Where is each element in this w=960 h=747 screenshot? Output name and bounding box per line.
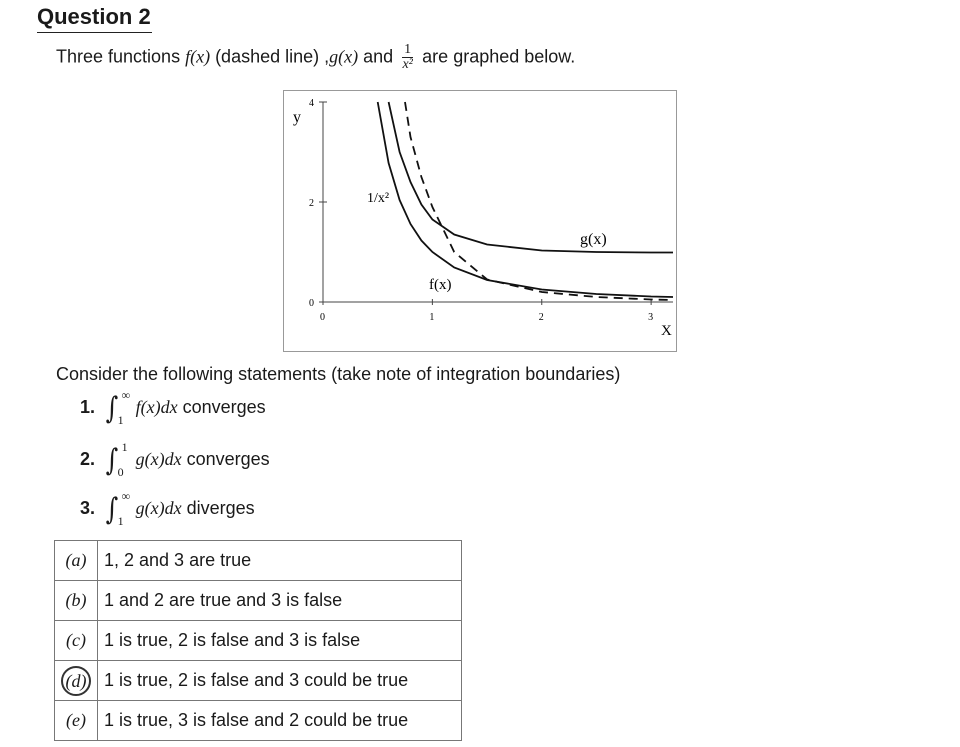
consider-text: Consider the following statements (take note of integration boundaries) xyxy=(56,364,621,384)
lower-limit: 1 xyxy=(117,413,124,427)
curve-gx xyxy=(389,102,673,253)
option-label: (b) xyxy=(55,581,98,621)
integrand: g(x)dx xyxy=(135,448,182,469)
option-row-b[interactable] xyxy=(55,581,462,621)
label-reciprocal: 1/x² xyxy=(367,191,390,206)
integral-icon: ∫ xyxy=(105,491,119,527)
y-tick-label: 4 xyxy=(309,98,314,109)
upper-limit: 1 xyxy=(121,440,128,454)
option-text: 1 is true, 3 is false and 2 could be true xyxy=(98,701,462,741)
statement-3 xyxy=(80,491,255,527)
fraction-denominator: x² xyxy=(402,57,413,72)
integral-limits xyxy=(117,440,136,479)
curve-fx xyxy=(405,102,673,300)
option-row-e[interactable] xyxy=(55,701,462,741)
statement-number: 3. xyxy=(80,497,96,518)
g-label: g(x) xyxy=(329,46,359,67)
x-axis-label: X xyxy=(661,323,672,339)
option-text: 1 is true, 2 is false and 3 is false xyxy=(98,621,462,661)
option-row-c[interactable] xyxy=(55,621,462,661)
statement-text: converges xyxy=(177,396,266,417)
statement-1 xyxy=(80,390,266,426)
x-tick-label: 0 xyxy=(320,312,325,323)
integral-limits xyxy=(117,489,136,528)
graph-frame xyxy=(284,91,677,352)
label-g: g(x) xyxy=(580,231,607,248)
lower-limit: 0 xyxy=(117,465,124,479)
answer-options-table xyxy=(54,540,462,741)
statement-number: 1. xyxy=(80,396,96,417)
x-tick-label: 3 xyxy=(648,312,654,323)
lower-limit: 1 xyxy=(117,514,124,528)
option-label: (a) xyxy=(55,541,98,581)
fraction-numerator: 1 xyxy=(404,42,412,57)
statement-text: converges xyxy=(181,448,270,469)
upper-limit: ∞ xyxy=(121,489,131,503)
upper-limit: ∞ xyxy=(121,388,131,402)
integrand: g(x)dx xyxy=(135,497,182,518)
intro-and: and xyxy=(358,46,399,67)
option-text: 1 is true, 2 is false and 3 could be true xyxy=(98,661,462,701)
y-tick-label: 0 xyxy=(309,298,314,309)
function-graph xyxy=(283,90,677,352)
integral-limits xyxy=(117,388,136,427)
integrand: f(x)dx xyxy=(135,396,178,417)
question-title: Question 2 xyxy=(37,4,151,29)
option-label-selected xyxy=(55,661,98,701)
x-tick-label: 2 xyxy=(538,312,544,323)
option-text: 1 and 2 are true and 3 is false xyxy=(98,581,462,621)
option-row-a[interactable] xyxy=(55,541,462,581)
statement-text: diverges xyxy=(181,497,255,518)
intro-after: are graphed below. xyxy=(417,46,576,67)
f-label: f(x) xyxy=(185,46,211,67)
statement-2 xyxy=(80,442,270,478)
x-tick-label: 1 xyxy=(429,312,435,323)
integral-icon: ∫ xyxy=(105,390,119,426)
reciprocal-fraction xyxy=(402,43,413,72)
option-label: (e) xyxy=(55,701,98,741)
integral-icon: ∫ xyxy=(105,442,119,478)
y-axis-label: y xyxy=(293,109,301,126)
intro-before: Three functions xyxy=(56,46,186,67)
option-row-d[interactable] xyxy=(55,661,462,701)
statement-number: 2. xyxy=(80,448,96,469)
y-tick-label: 2 xyxy=(309,198,314,209)
option-label: (c) xyxy=(55,621,98,661)
intro-text xyxy=(56,43,575,72)
intro-dashed: (dashed line) , xyxy=(210,46,330,67)
label-f: f(x) xyxy=(429,277,452,293)
option-text: 1, 2 and 3 are true xyxy=(98,541,462,581)
curve-1x xyxy=(378,102,673,297)
selected-circle-icon: (d) xyxy=(61,666,91,696)
title-underline xyxy=(37,32,152,33)
